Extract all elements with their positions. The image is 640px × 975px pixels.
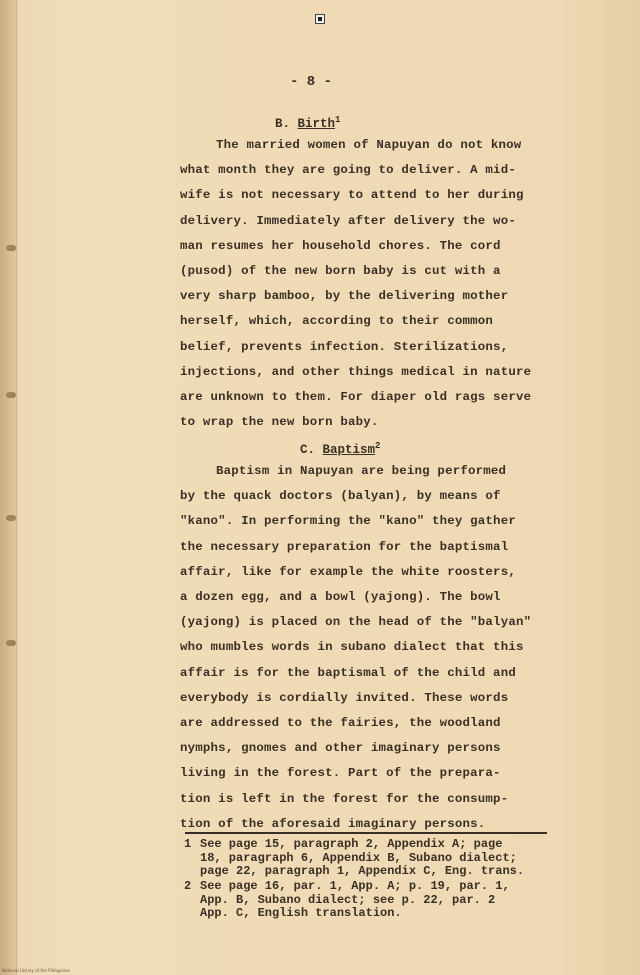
footnote-number: 1 (184, 837, 192, 851)
text-line: a dozen egg, and a bowl (yajong). The bowl (180, 590, 501, 604)
footnote-text: See page 16, par. 1, App. A; p. 19, par. 1, App. B, Subano dialect; see p. 22, par. 2 App. C, English translation. (200, 879, 510, 920)
footnote-ref: 2 (375, 441, 381, 451)
text-line: (yajong) is placed on the head of the "balyan" (180, 615, 532, 630)
text-line: by the quack doctors (balyan), by means of (180, 489, 501, 504)
binding-hole (6, 392, 16, 398)
text-line: very sharp bamboo, by the delivering mother (180, 289, 509, 304)
text-line: tion is left in the forest for the consump- (180, 791, 509, 806)
text-line: are unknown to them. For diaper old rags serve (180, 390, 532, 404)
heading-title: Baptism (322, 443, 376, 458)
heading-label: C. (300, 443, 316, 458)
text-line: everybody is cordially invited. These words (180, 690, 509, 705)
footnote-number: 2 (184, 879, 192, 893)
text-line: herself, which, according to their common (180, 314, 494, 329)
text-line: belief, prevents infection. Sterilizations, (180, 339, 509, 354)
binding-hole (6, 515, 16, 521)
binding-hole (6, 245, 16, 251)
text-line: are addressed to the fairies, the woodland (180, 716, 501, 730)
text-line: nymphs, gnomes and other imaginary persons (180, 741, 501, 756)
text-line: who mumbles words in subano dialect that this (180, 640, 524, 655)
text-line: The married women of Napuyan do not know (216, 138, 522, 152)
text-line: Baptism in Napuyan are being performed (216, 464, 507, 478)
text-line: what month they are going to deliver. A mid- (180, 163, 516, 178)
section-heading-birth (275, 115, 340, 131)
footnote-ref: 1 (335, 115, 341, 125)
binding-hole (6, 640, 16, 646)
heading-label: B. (275, 117, 291, 132)
text-line: affair, like for example the white roosters, (180, 564, 516, 579)
text-line: affair is for the baptismal of the child and (180, 665, 516, 680)
footnote-text: See page 15, paragraph 2, Appendix A; page 18, paragraph 6, Appendix B, Subano dialect; page 22, paragraph 1, Appendix C, Eng. trans. (200, 837, 525, 878)
text-line: the necessary preparation for the baptismal (180, 539, 509, 554)
text-line: to wrap the new born baby. (180, 415, 379, 430)
text-line: living in the forest. Part of the prepara- (180, 766, 501, 781)
text-line: wife is not necessary to attend to her during (180, 188, 524, 203)
text-line: delivery. Immediately after delivery the wo- (180, 213, 516, 228)
heading-title: Birth (297, 117, 336, 132)
text-line: tion of the aforesaid imaginary persons. (180, 816, 486, 831)
text-line: man resumes her household chores. The cord (180, 238, 501, 253)
text-line: "kano". In performing the "kano" they gather (180, 514, 516, 529)
footnote-rule (185, 832, 547, 834)
page-number: - 8 - (290, 74, 333, 90)
footer-caption: National Library of the Philippines (2, 968, 70, 973)
binding-edge (0, 0, 17, 975)
text-line: injections, and other things medical in nature (180, 364, 532, 379)
staple-mark (315, 14, 325, 24)
text-line: (pusod) of the new born baby is cut with a (180, 264, 501, 278)
section-heading-baptism (300, 441, 380, 457)
